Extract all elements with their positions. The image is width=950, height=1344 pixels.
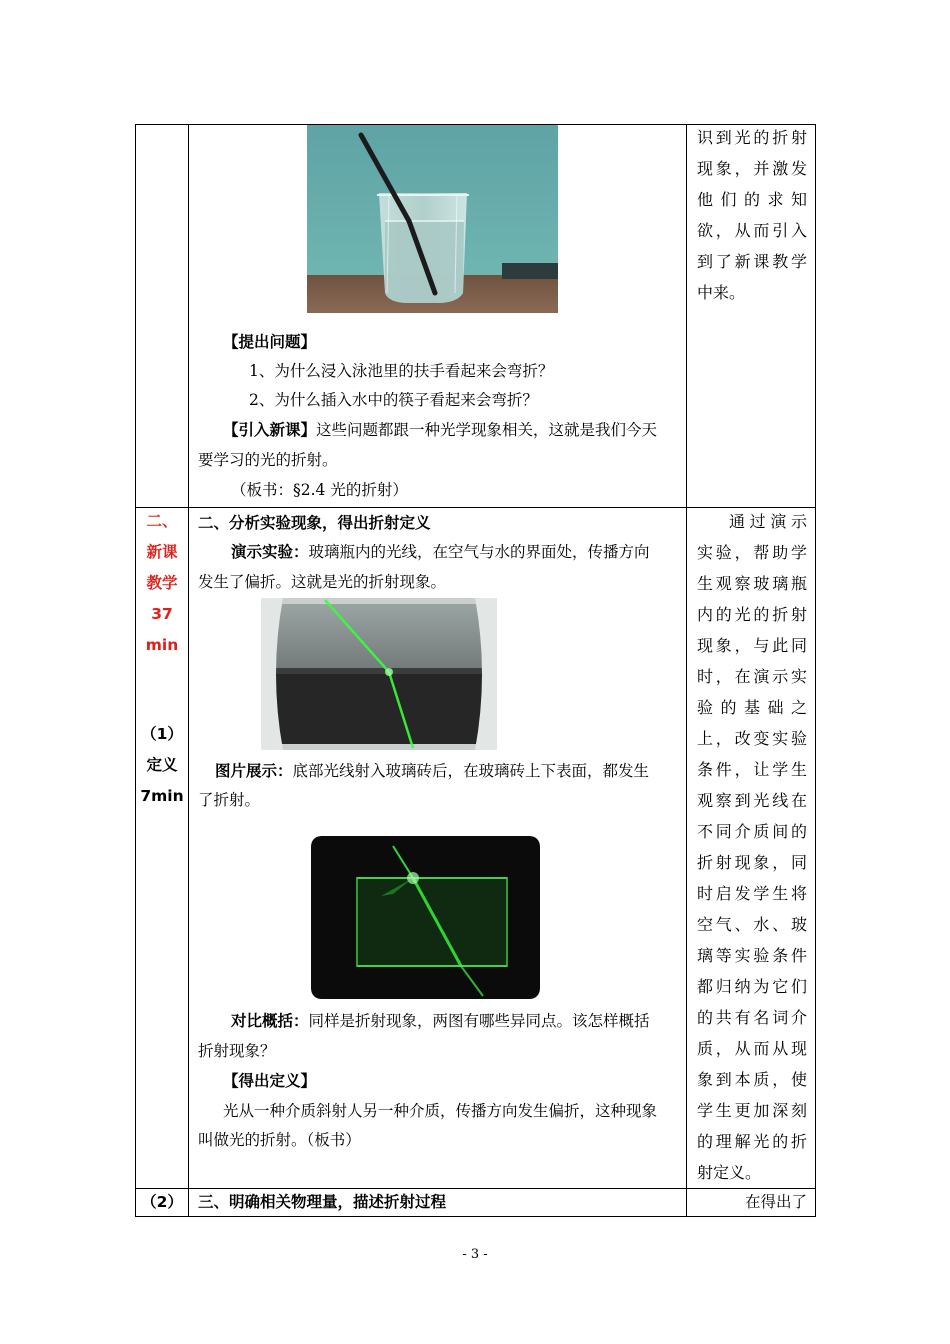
demo-text-2: 发生了偏折。这就是光的折射现象。 (198, 573, 447, 591)
stage-cell-new-lesson (136, 508, 189, 1189)
compare-label: 对比概括： (231, 1012, 309, 1030)
design-note-intro: 识到光的折射现象，并激发他们的求知欲，从而引入到了新课教学中来。 (697, 128, 807, 302)
sub-stage-line-3: 7min (140, 787, 184, 805)
section-heading: 二、分析实验现象，得出折射定义 (198, 514, 431, 532)
question-heading: 【提出问题】 (223, 333, 317, 351)
sub-stage-line-1: （1） (141, 725, 183, 743)
glass-brick-photo (311, 836, 540, 999)
design-note-cell-new-lesson (687, 508, 816, 1189)
table-row-quantities (136, 1189, 816, 1217)
intro-line-1 (223, 420, 657, 440)
stage-line-3: 教学 (146, 574, 178, 592)
design-note-cell-intro (687, 125, 816, 508)
quantities-heading: 三、明确相关物理量，描述折射过程 (198, 1193, 447, 1211)
question-1: 1、为什么浸入泳池里的扶手看起来会弯折？ (249, 362, 554, 380)
question-2: 2、为什么插入水中的筷子看起来会弯折？ (249, 391, 538, 409)
compare-text-1: 同样是折射现象，两图有哪些异同点。该怎样概括 (308, 1012, 650, 1030)
table-row-intro (136, 125, 816, 508)
board-note: （板书：§2.4 光的折射） (231, 481, 408, 499)
stage-cell-2: （2） (136, 1189, 189, 1217)
demo-line-1 (231, 542, 650, 562)
intro-label: 【引入新课】 (223, 421, 317, 439)
picture-line-1 (215, 761, 649, 781)
chopstick-beaker-photo (307, 125, 558, 313)
lesson-plan-table (135, 124, 816, 1217)
page-number: - 3 - (462, 1247, 488, 1262)
stage-line-2: 新课 (146, 543, 178, 561)
design-note-quantities: 在得出了 (687, 1189, 816, 1217)
compare-line-1 (231, 1011, 650, 1031)
picture-text-2: 了折射。 (198, 791, 261, 809)
definition-heading: 【得出定义】 (223, 1072, 317, 1090)
picture-text-1: 底部光线射入玻璃砖后，在玻璃砖上下表面，都发生 (292, 762, 650, 780)
demo-label: 演示实验： (231, 543, 309, 561)
stage-line-5: min (145, 636, 179, 654)
content-cell-new-lesson (189, 508, 687, 1189)
design-note-new-lesson: 通过演示实验，帮助学生观察玻璃瓶内的光的折射现象，与此同时，在演示实验的基础之上，改变实验条件，让学生观察到光线在不同介质间的折射现象，同时启发学生将空气、水、玻璃等实验条件都归纳为它们的共有名词介质，从而从现象到本质，使学生更加深刻的理解光的折射定义。 (697, 512, 807, 1182)
demo-text-1: 玻璃瓶内的光线，在空气与水的界面处，传播方向 (308, 543, 650, 561)
picture-label: 图片展示： (215, 762, 293, 780)
content-cell-quantities (189, 1189, 687, 1217)
definition-text-2: 叫做光的折射。（板书） (198, 1131, 361, 1149)
compare-text-2: 折射现象？ (198, 1042, 276, 1060)
stage-cell-empty (136, 125, 189, 508)
stage-line-1: 二、 (146, 512, 178, 530)
intro-text-2: 要学习的光的折射。 (198, 451, 338, 469)
sub-stage-line-2: 定义 (146, 756, 178, 774)
intro-text-1: 这些问题都跟一种光学现象相关，这就是我们今天 (316, 421, 658, 439)
content-cell-intro (189, 125, 687, 508)
bottle-refraction-photo (261, 598, 497, 750)
stage-line-4: 37 (151, 605, 173, 623)
table-row-new-lesson (136, 508, 816, 1189)
definition-text-1: 光从一种介质斜射人另一种介质，传播方向发生偏折，这种现象 (223, 1102, 658, 1120)
